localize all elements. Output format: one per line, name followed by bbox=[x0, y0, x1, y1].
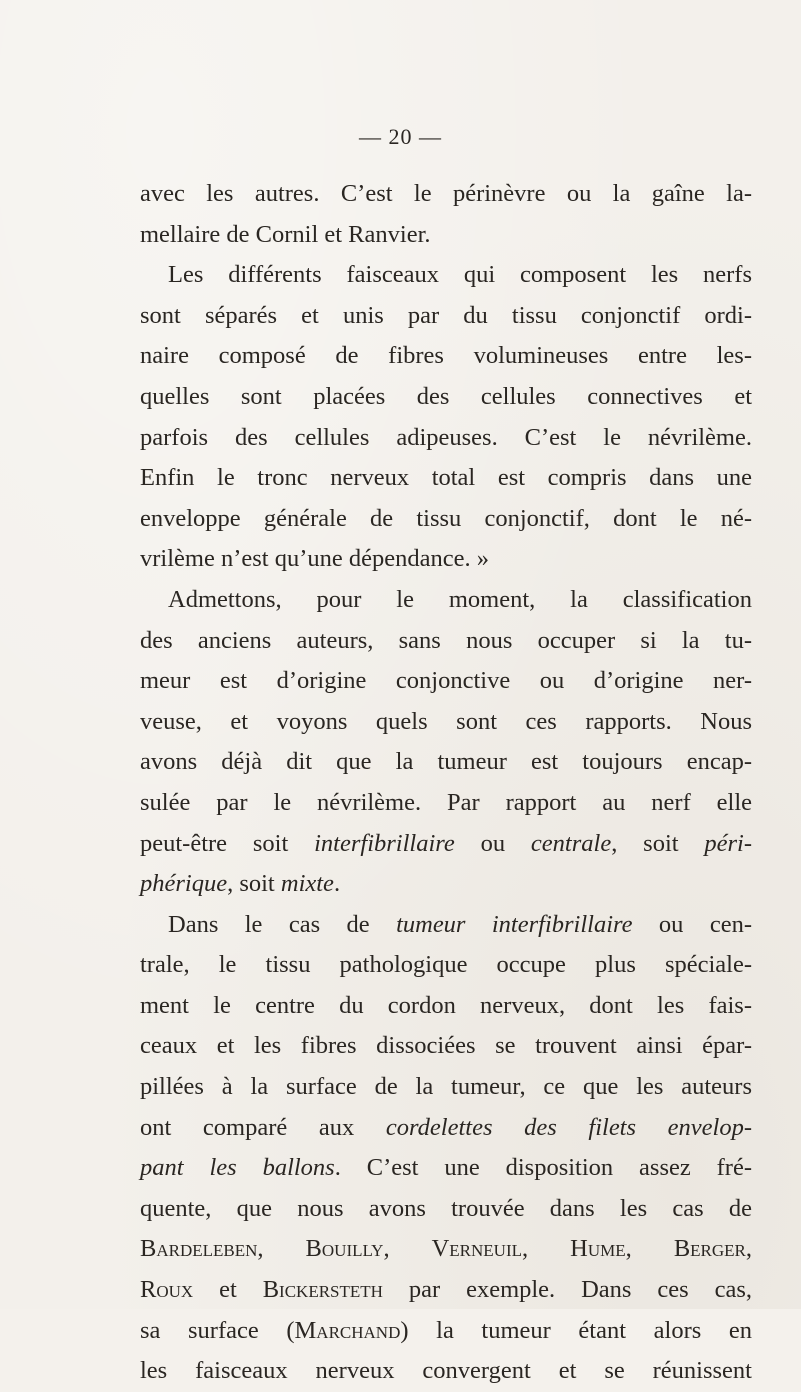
text-line bbox=[140, 296, 752, 337]
text-run: Enfin le tronc nerveux total est compris dans une bbox=[140, 464, 752, 492]
text-line bbox=[140, 986, 752, 1027]
body-text bbox=[140, 174, 752, 1392]
text-line bbox=[140, 255, 752, 296]
text-run: . bbox=[333, 870, 341, 898]
author-name: Bickersteth bbox=[262, 1276, 383, 1304]
italic-term: cordelettes des filets envelop- bbox=[385, 1113, 752, 1141]
text-line bbox=[140, 783, 752, 824]
text-line bbox=[140, 1270, 752, 1311]
text-run: quelles sont placées des cellules connectives et bbox=[140, 382, 752, 410]
text-line bbox=[140, 824, 752, 865]
text-line bbox=[140, 1311, 752, 1352]
text-line bbox=[140, 1026, 752, 1067]
text-run: sa surface ( bbox=[140, 1316, 295, 1344]
text-run: sont séparés et unis par du tissu conjonctif ordi- bbox=[140, 301, 752, 329]
text-line bbox=[140, 905, 752, 946]
italic-term: tumeur interfibrillaire bbox=[396, 910, 633, 938]
author-name: Roux bbox=[140, 1276, 194, 1304]
text-line bbox=[140, 499, 752, 540]
page-number: — 20 — bbox=[359, 124, 442, 149]
text-run: les faisceaux nerveux convergent et se réunissent bbox=[140, 1357, 752, 1385]
text-run: Les différents faisceaux qui composent les nerfs bbox=[168, 261, 752, 289]
text-run: naire composé de fibres volumineuses entre les- bbox=[140, 342, 752, 370]
author-name: Hume bbox=[570, 1235, 626, 1263]
text-line bbox=[140, 864, 752, 905]
italic-term: pant les ballons bbox=[140, 1154, 335, 1182]
text-run: et bbox=[193, 1276, 263, 1304]
text-run: par exemple. Dans ces cas, bbox=[382, 1276, 752, 1304]
italic-term: phérique bbox=[140, 870, 228, 898]
text-run: des anciens auteurs, sans nous occuper si la tu- bbox=[140, 626, 752, 654]
text-run: Dans le cas de bbox=[168, 910, 397, 938]
text-run: ou bbox=[454, 829, 531, 857]
text-run: peut-être soit bbox=[140, 829, 315, 857]
text-line bbox=[140, 1148, 752, 1189]
text-line bbox=[140, 1351, 752, 1392]
text-run: trale, le tissu pathologique occupe plus spéciale- bbox=[140, 951, 752, 979]
text-run: Admettons, pour le moment, la classification bbox=[168, 585, 752, 613]
text-line bbox=[140, 621, 752, 662]
text-line bbox=[140, 702, 752, 743]
text-line bbox=[140, 580, 752, 621]
italic-term: péri- bbox=[704, 829, 753, 857]
text-line bbox=[140, 336, 752, 377]
text-run: , bbox=[745, 1235, 753, 1263]
text-run: sulée par le névrilème. Par rapport au nerf elle bbox=[140, 788, 752, 816]
text-line bbox=[140, 1229, 752, 1270]
text-line bbox=[140, 742, 752, 783]
text-run: veuse, et voyons quels sont ces rapports. Nous bbox=[140, 707, 752, 735]
author-name: Verneuil bbox=[431, 1235, 523, 1263]
text-run: avec les autres. C’est le périnèvre ou la gaîne la- bbox=[140, 180, 752, 207]
text-line bbox=[140, 945, 752, 986]
text-run: vrilème n’est qu’une dépendance. » bbox=[140, 545, 489, 573]
italic-term: interfibrillaire bbox=[314, 829, 455, 857]
text-run: , bbox=[522, 1235, 571, 1263]
text-line bbox=[140, 1067, 752, 1108]
text-run: ment le centre du cordon nerveux, dont les fais- bbox=[140, 991, 752, 1019]
text-line bbox=[140, 174, 752, 215]
text-line bbox=[140, 377, 752, 418]
author-name: Bardeleben bbox=[140, 1235, 258, 1263]
text-line bbox=[140, 418, 752, 459]
author-name: Marchand bbox=[294, 1316, 401, 1344]
text-run: ou cen- bbox=[632, 910, 752, 938]
text-run: , soit bbox=[611, 829, 705, 857]
author-name: Berger bbox=[673, 1235, 746, 1263]
italic-term: centrale bbox=[530, 829, 612, 857]
text-line bbox=[140, 215, 752, 256]
italic-term: mixte bbox=[280, 870, 334, 898]
text-run: meur est d’origine conjonctive ou d’origine ner- bbox=[140, 667, 752, 695]
text-run: quente, que nous avons trouvée dans les cas de bbox=[140, 1194, 752, 1222]
text-run: parfois des cellules adipeuses. C’est le névrilème. bbox=[140, 423, 752, 451]
text-run: ceaux et les fibres dissociées se trouvent ainsi épar- bbox=[140, 1032, 752, 1060]
text-line bbox=[140, 661, 752, 702]
text-run: , soit bbox=[227, 870, 281, 898]
text-run: . C’est une disposition assez fré- bbox=[334, 1154, 752, 1182]
text-run: , bbox=[257, 1235, 306, 1263]
text-run: pillées à la surface de la tumeur, ce que les auteurs bbox=[140, 1073, 752, 1101]
text-run: , bbox=[383, 1235, 432, 1263]
text-run: ont comparé aux bbox=[140, 1113, 386, 1141]
text-run: enveloppe générale de tissu conjonctif, dont le né- bbox=[140, 504, 752, 532]
text-run: mellaire de Cornil et Ranvier. bbox=[140, 220, 431, 248]
text-line bbox=[140, 539, 752, 580]
author-name: Bouilly bbox=[305, 1235, 384, 1263]
text-line bbox=[140, 1189, 752, 1230]
text-run: ) la tumeur étant alors en bbox=[400, 1316, 752, 1344]
text-run: avons déjà dit que la tumeur est toujours encap- bbox=[140, 748, 752, 776]
text-line bbox=[140, 458, 752, 499]
text-line bbox=[140, 1108, 752, 1149]
text-run: , bbox=[625, 1235, 674, 1263]
